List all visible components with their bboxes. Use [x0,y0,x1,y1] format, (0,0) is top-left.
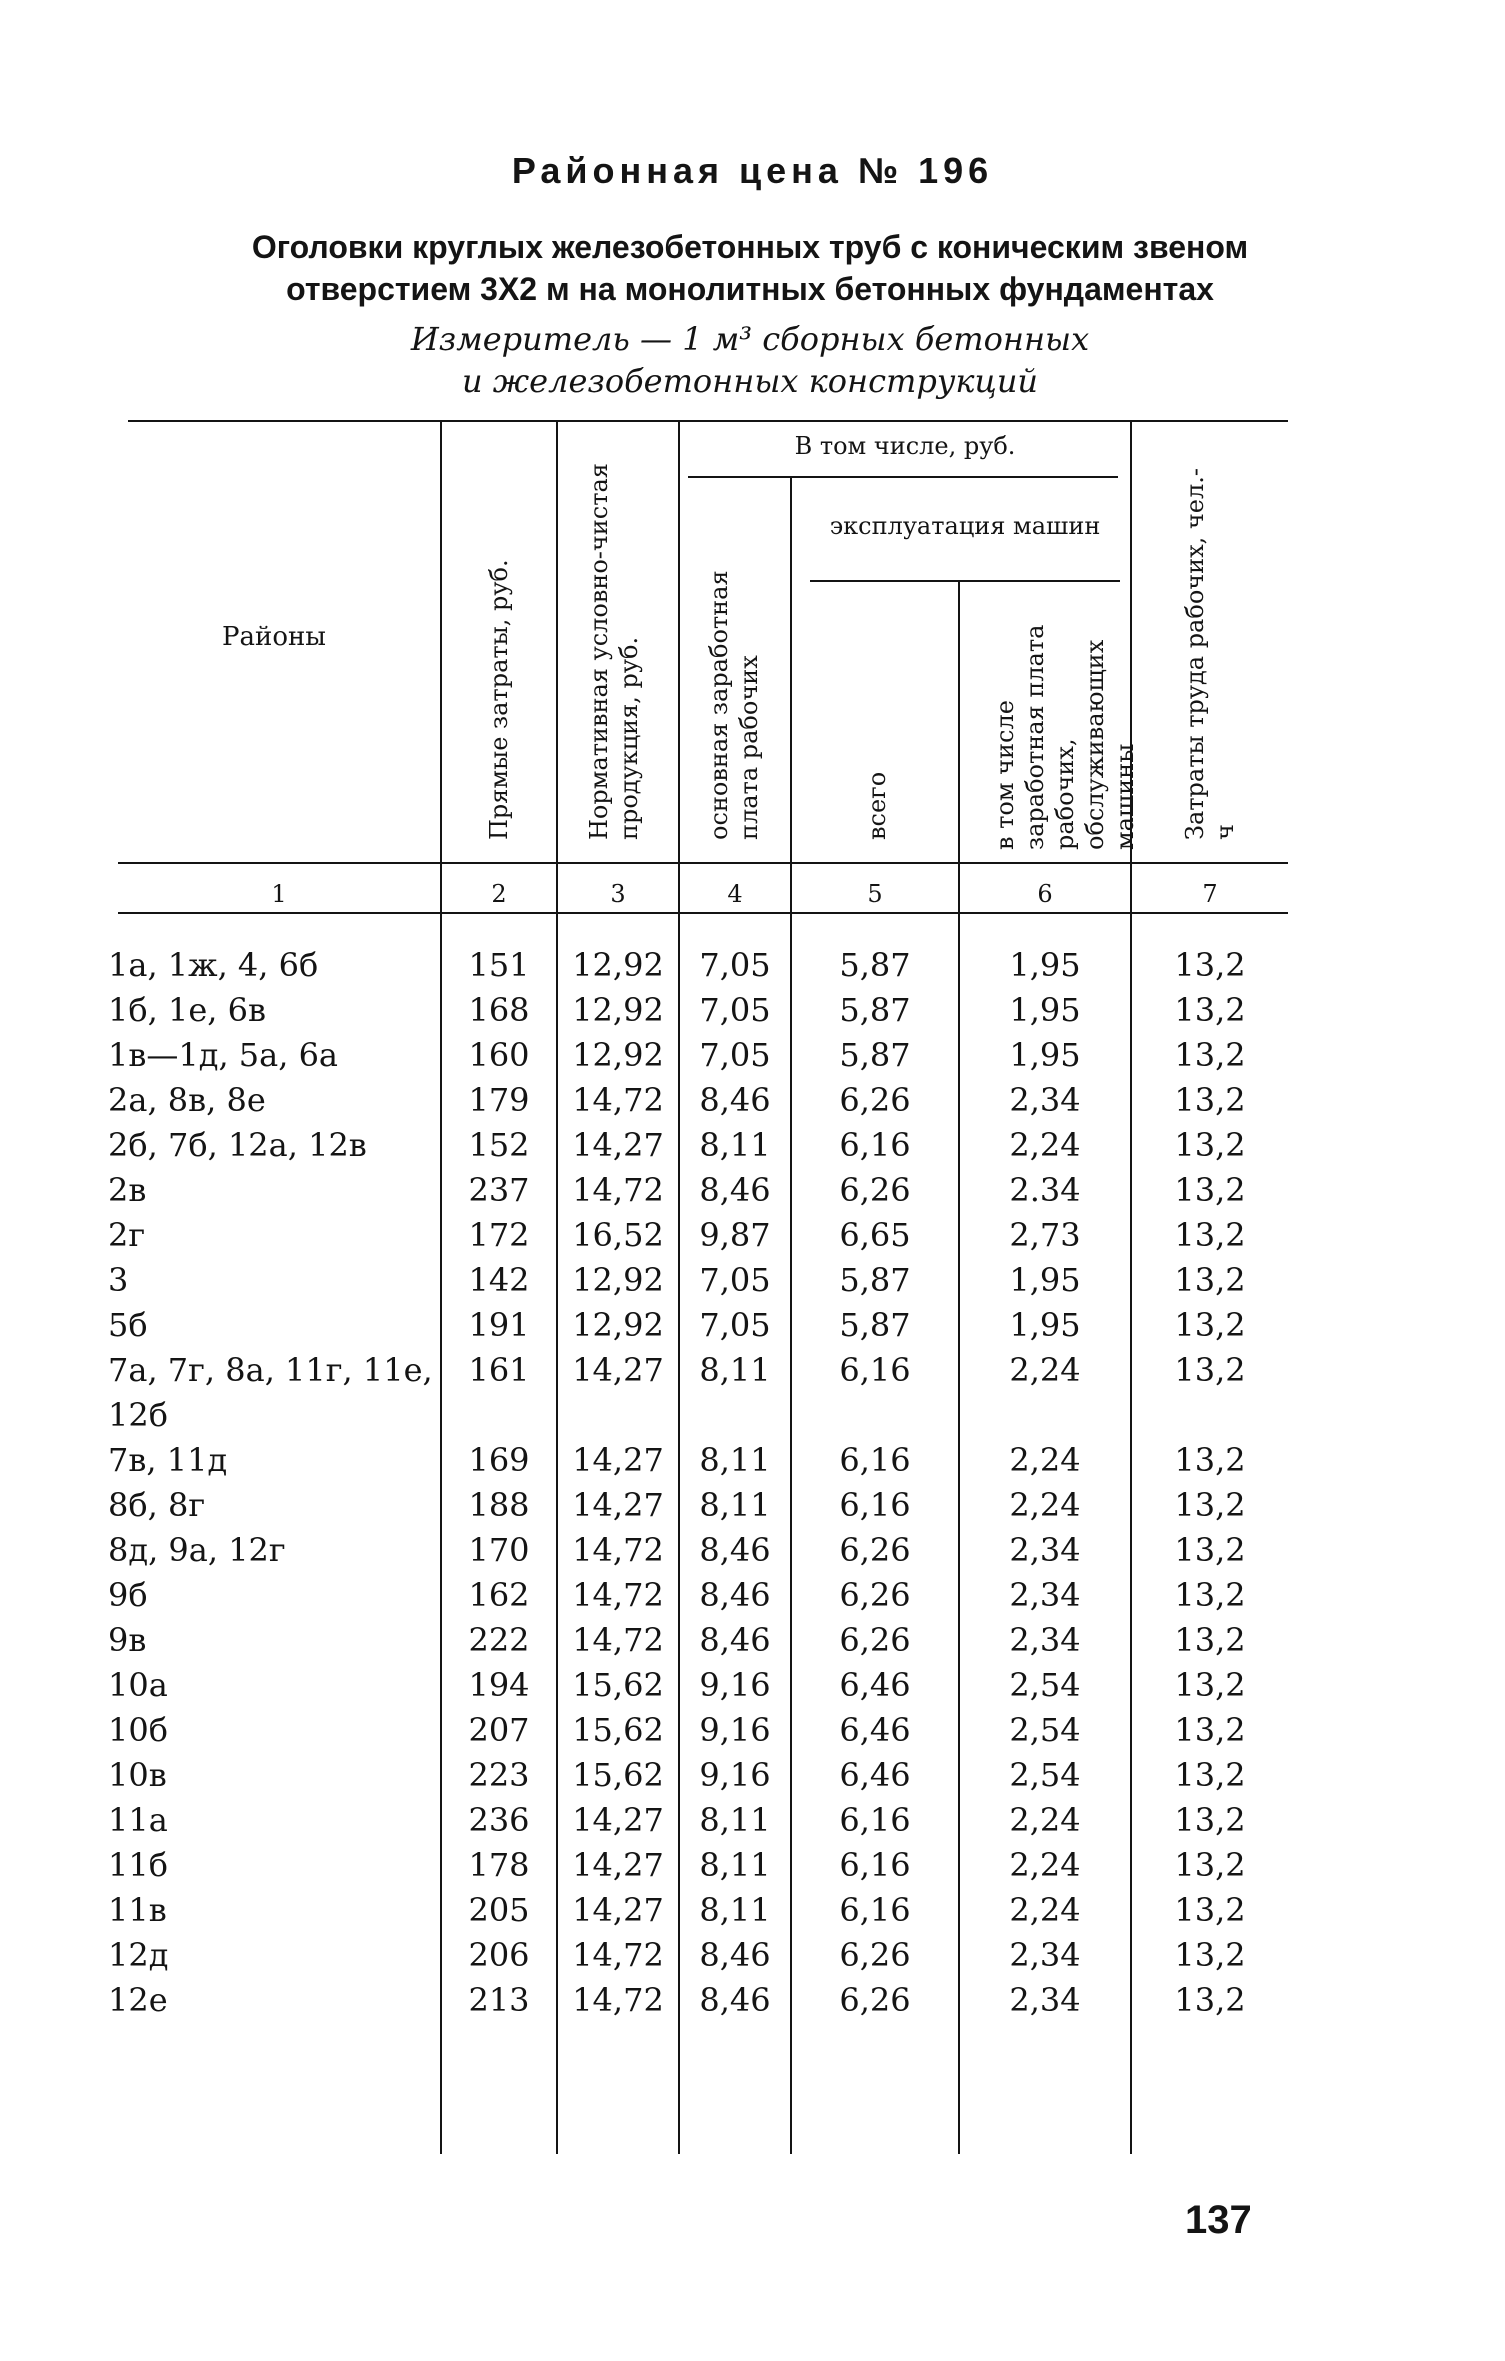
cell-base-wage: 9,87 [699,1216,771,1254]
cell-direct-costs: 213 [468,1981,530,2019]
cell-machines-wage: 2,24 [1009,1126,1081,1164]
cell-machines-total: 6,16 [839,1351,911,1389]
cell-normative-net: 14,72 [572,1531,664,1569]
table-row [0,943,1505,988]
cell-direct-costs: 142 [468,1261,530,1299]
cell-machines-total: 6,16 [839,1891,911,1929]
cell-labor: 13,2 [1174,1576,1246,1614]
cell-normative-net: 14,27 [572,1126,664,1164]
cell-machines-wage: 2,54 [1009,1756,1081,1794]
cell-region: 3 [108,1261,129,1299]
cell-normative-net: 14,27 [572,1801,664,1839]
cell-machines-total: 6,46 [839,1756,911,1794]
table-row [0,1033,1505,1078]
cell-machines-wage: 2,34 [1009,1081,1081,1119]
cell-base-wage: 7,05 [699,1261,771,1299]
cell-region: 2а, 8в, 8е [108,1081,266,1119]
cell-normative-net: 15,62 [572,1711,664,1749]
header-including: В том числе, руб. [794,432,1016,460]
cell-labor: 13,2 [1174,1711,1246,1749]
cell-normative-net: 14,72 [572,1621,664,1659]
cell-machines-wage: 2,54 [1009,1666,1081,1704]
cell-region: 12д [108,1936,169,1974]
cell-machines-total: 6,16 [839,1486,911,1524]
cell-labor: 13,2 [1174,991,1246,1029]
table-row [0,1438,1505,1483]
page-number: 137 [1185,2198,1252,2242]
machines-group-rule [810,580,1120,582]
cell-direct-costs: 188 [468,1486,530,1524]
header-machines-wage: в том числе заработная плата рабочих, обслуживающих машины [991,624,1139,850]
table-row [0,1258,1505,1303]
cell-region: 10а [108,1666,168,1704]
colnum-3: 3 [610,880,626,908]
cell-machines-wage: 2,34 [1009,1576,1081,1614]
cell-machines-total: 6,26 [839,1621,911,1659]
cell-region: 7а, 7г, 8а, 11г, 11е, 12б [108,1351,433,1434]
cell-labor: 13,2 [1174,1891,1246,1929]
cell-base-wage: 7,05 [699,1306,771,1344]
cell-direct-costs: 160 [468,1036,530,1074]
table-row [0,1753,1505,1798]
cell-machines-wage: 2,24 [1009,1351,1081,1389]
cell-base-wage: 8,11 [699,1846,771,1884]
cell-direct-costs: 172 [468,1216,530,1254]
table-row [0,1618,1505,1663]
measure-unit [150,318,1350,402]
cell-machines-wage: 1,95 [1009,1036,1081,1074]
cell-direct-costs: 179 [468,1081,530,1119]
cell-machines-total: 5,87 [839,991,911,1029]
cell-labor: 13,2 [1174,1171,1246,1209]
cell-machines-total: 6,46 [839,1666,911,1704]
cell-labor: 13,2 [1174,1441,1246,1479]
cell-normative-net: 14,27 [572,1891,664,1929]
cell-base-wage: 8,46 [699,1936,771,1974]
cell-machines-total: 5,87 [839,946,911,984]
cell-machines-wage: 2.34 [1009,1171,1081,1209]
cell-direct-costs: 168 [468,991,530,1029]
cell-normative-net: 14,27 [572,1846,664,1884]
including-group-rule [688,476,1118,478]
cell-machines-wage: 2,34 [1009,1936,1081,1974]
cell-machines-total: 6,26 [839,1936,911,1974]
cell-direct-costs: 191 [468,1306,530,1344]
header-labor: Затраты труда рабочих, чел.-ч [1181,468,1239,840]
cell-machines-total: 6,16 [839,1441,911,1479]
cell-machines-total: 5,87 [839,1306,911,1344]
table-row [0,1483,1505,1528]
cell-labor: 13,2 [1174,1846,1246,1884]
cell-base-wage: 8,11 [699,1891,771,1929]
cell-base-wage: 8,46 [699,1576,771,1614]
cell-base-wage: 8,11 [699,1441,771,1479]
cell-machines-total: 6,26 [839,1081,911,1119]
cell-normative-net: 14,72 [572,1936,664,1974]
subtitle-line-1: Оголовки круглых железобетонных труб с коническим звеном [251,229,1249,265]
table-row [0,988,1505,1033]
cell-normative-net: 12,92 [572,946,664,984]
cell-direct-costs: 170 [468,1531,530,1569]
cell-base-wage: 9,16 [699,1666,771,1704]
page-subtitle [150,226,1350,310]
cell-normative-net: 14,72 [572,1081,664,1119]
table-row [0,1933,1505,1978]
cell-normative-net: 12,92 [572,1261,664,1299]
cell-base-wage: 8,46 [699,1531,771,1569]
cell-machines-total: 5,87 [839,1036,911,1074]
cell-normative-net: 16,52 [572,1216,664,1254]
cell-region: 2б, 7б, 12а, 12в [108,1126,367,1164]
unit-line-2: и железобетонных конструкций [461,362,1039,400]
cell-normative-net: 14,27 [572,1441,664,1479]
cell-normative-net: 14,72 [572,1576,664,1614]
cell-machines-total: 6,16 [839,1801,911,1839]
colnum-4: 4 [727,880,743,908]
table-row [0,1078,1505,1123]
cell-normative-net: 12,92 [572,1306,664,1344]
cell-machines-total: 6,46 [839,1711,911,1749]
table-row [0,1663,1505,1708]
cell-direct-costs: 222 [468,1621,530,1659]
cell-region: 10б [108,1711,168,1749]
cell-region: 7в, 11д [108,1441,228,1479]
cell-machines-total: 6,16 [839,1126,911,1164]
cell-normative-net: 12,92 [572,1036,664,1074]
cell-direct-costs: 178 [468,1846,530,1884]
cell-base-wage: 9,16 [699,1756,771,1794]
cell-base-wage: 7,05 [699,991,771,1029]
cell-region: 5б [108,1306,148,1344]
cell-machines-wage: 1,95 [1009,991,1081,1029]
table-row [0,1978,1505,2023]
table-row [0,1213,1505,1258]
cell-machines-total: 6,26 [839,1981,911,2019]
cell-labor: 13,2 [1174,1666,1246,1704]
cell-base-wage: 9,16 [699,1711,771,1749]
cell-region: 10в [108,1756,167,1794]
table-row [0,1708,1505,1753]
cell-base-wage: 8,46 [699,1081,771,1119]
cell-labor: 13,2 [1174,1126,1246,1164]
cell-direct-costs: 151 [468,946,530,984]
cell-machines-wage: 2,34 [1009,1621,1081,1659]
table-row [0,1303,1505,1348]
cell-machines-wage: 2,34 [1009,1531,1081,1569]
table-body [0,943,1505,2023]
header-machines: эксплуатация машин [829,512,1101,540]
cell-machines-total: 6,26 [839,1576,911,1614]
colnum-1: 1 [271,880,287,908]
table-row [0,1348,1505,1438]
cell-normative-net: 14,72 [572,1981,664,2019]
subtitle-line-2: отверстием 3X2 м на монолитных бетонных фундаментах [286,271,1214,307]
page-title: Районная цена № 196 [511,150,994,191]
cell-region: 11а [108,1801,168,1839]
cell-machines-total: 6,26 [839,1171,911,1209]
cell-region: 1а, 1ж, 4, 6б [108,946,319,984]
cell-region: 11б [108,1846,168,1884]
cell-base-wage: 7,05 [699,946,771,984]
cell-normative-net: 12,92 [572,991,664,1029]
cell-labor: 13,2 [1174,1621,1246,1659]
header-bottom-rule [118,862,1288,864]
colnum-5: 5 [867,880,883,908]
cell-direct-costs: 162 [468,1576,530,1614]
cell-labor: 13,2 [1174,1081,1246,1119]
unit-line-1: Измеритель — 1 м³ сборных бетонных [410,320,1090,358]
cell-region: 8б, 8г [108,1486,206,1524]
cell-machines-wage: 2,34 [1009,1981,1081,2019]
cell-machines-total: 6,65 [839,1216,911,1254]
cell-machines-total: 6,26 [839,1531,911,1569]
cell-machines-wage: 2,24 [1009,1891,1081,1929]
cell-machines-total: 6,16 [839,1846,911,1884]
cell-region: 8д, 9а, 12г [108,1531,286,1569]
cell-machines-wage: 2,73 [1009,1216,1081,1254]
cell-machines-wage: 1,95 [1009,946,1081,984]
colnum-6: 6 [1037,880,1053,908]
cell-machines-wage: 2,54 [1009,1711,1081,1749]
table-row [0,1843,1505,1888]
header-direct-costs: Прямые затраты, руб. [485,559,513,840]
header-machines-total: всего [863,771,891,840]
cell-region: 11в [108,1891,167,1929]
table-row [0,1168,1505,1213]
table-row [0,1528,1505,1573]
header-regions: Районы [222,622,326,652]
cell-base-wage: 8,11 [699,1486,771,1524]
cell-direct-costs: 194 [468,1666,530,1704]
cell-base-wage: 8,46 [699,1981,771,2019]
cell-direct-costs: 237 [468,1171,530,1209]
cell-labor: 13,2 [1174,1261,1246,1299]
cell-machines-wage: 2,24 [1009,1801,1081,1839]
cell-base-wage: 8,11 [699,1801,771,1839]
cell-normative-net: 14,72 [572,1171,664,1209]
table-row [0,1888,1505,1933]
cell-region: 12е [108,1981,168,2019]
cell-labor: 13,2 [1174,1036,1246,1074]
header-base-wage: основная заработная плата рабочих [705,570,763,840]
table-row [0,1798,1505,1843]
table-row [0,1573,1505,1618]
cell-region: 2г [108,1216,146,1254]
cell-normative-net: 15,62 [572,1666,664,1704]
cell-base-wage: 8,11 [699,1351,771,1389]
cell-region: 1б, 1е, 6в [108,991,266,1029]
cell-region: 9б [108,1576,148,1614]
cell-base-wage: 8,46 [699,1621,771,1659]
cell-direct-costs: 152 [468,1126,530,1164]
cell-labor: 13,2 [1174,1306,1246,1344]
cell-labor: 13,2 [1174,1981,1246,2019]
cell-labor: 13,2 [1174,1756,1246,1794]
cell-labor: 13,2 [1174,1351,1246,1389]
cell-normative-net: 14,27 [572,1351,664,1389]
colnum-2: 2 [491,880,507,908]
cell-normative-net: 15,62 [572,1756,664,1794]
cell-machines-wage: 2,24 [1009,1846,1081,1884]
cell-direct-costs: 205 [468,1891,530,1929]
cell-machines-wage: 1,95 [1009,1261,1081,1299]
cell-base-wage: 8,46 [699,1171,771,1209]
cell-direct-costs: 169 [468,1441,530,1479]
cell-region: 2в [108,1171,147,1209]
table-top-rule [128,420,1288,422]
cell-machines-total: 5,87 [839,1261,911,1299]
cell-labor: 13,2 [1174,1486,1246,1524]
cell-direct-costs: 223 [468,1756,530,1794]
colnum-bottom-rule [118,912,1288,914]
cell-labor: 13,2 [1174,1216,1246,1254]
cell-machines-wage: 2,24 [1009,1486,1081,1524]
cell-direct-costs: 206 [468,1936,530,1974]
cell-machines-wage: 2,24 [1009,1441,1081,1479]
cell-machines-wage: 1,95 [1009,1306,1081,1344]
cell-direct-costs: 161 [468,1351,530,1389]
cell-labor: 13,2 [1174,1801,1246,1839]
cell-labor: 13,2 [1174,1531,1246,1569]
cell-region: 1в—1д, 5а, 6а [108,1036,338,1074]
cell-region: 9в [108,1621,147,1659]
table-row [0,1123,1505,1168]
cell-direct-costs: 236 [468,1801,530,1839]
cell-direct-costs: 207 [468,1711,530,1749]
cell-labor: 13,2 [1174,946,1246,984]
header-normative-net: Нормативная условно-чистая продукция, руб. [585,463,643,840]
colnum-7: 7 [1202,880,1218,908]
cell-base-wage: 7,05 [699,1036,771,1074]
cell-normative-net: 14,27 [572,1486,664,1524]
cell-labor: 13,2 [1174,1936,1246,1974]
cell-base-wage: 8,11 [699,1126,771,1164]
